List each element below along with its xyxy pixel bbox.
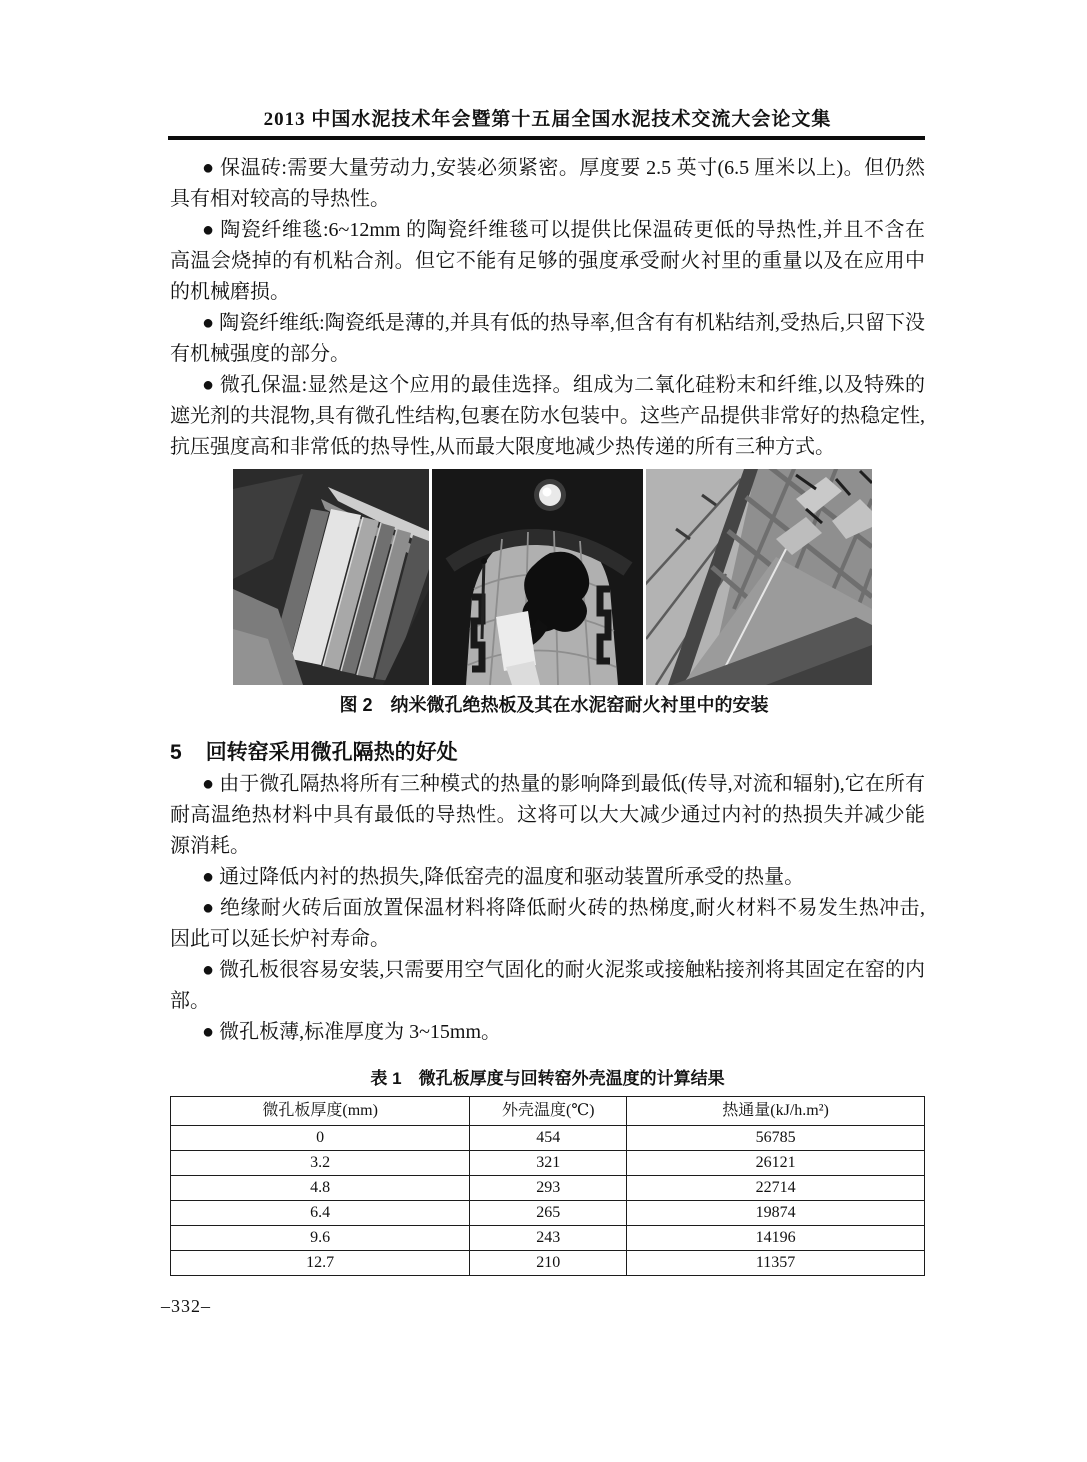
results-table: [170, 1096, 925, 1276]
table-cell: 6.4: [171, 1201, 470, 1226]
table-header-row: [171, 1097, 925, 1126]
table-row: [171, 1151, 925, 1176]
table-row: [171, 1201, 925, 1226]
table-1-title: 表 1 微孔板厚度与回转窑外壳温度的计算结果: [370, 1069, 725, 1088]
page-content: [170, 153, 925, 1276]
figure-photo-strip: [233, 469, 875, 685]
table-cell: 265: [470, 1201, 627, 1226]
bullet-paragraph-insulating-brick: ● 保温砖:需要大量劳动力,安装必须紧密。厚度要 2.5 英寸(6.5 厘米以上)。但仍然具有相对较高的导热性。: [170, 157, 925, 210]
photo-brick-lining: [646, 469, 872, 685]
column-header-heat-flux: 热通量(kJ/h.m²): [627, 1097, 925, 1126]
bullet-paragraph-benefit-thin-board: ● 微孔板薄,标准厚度为 3~15mm。: [202, 1021, 502, 1043]
bullet-paragraph-microporous-insulation: ● 微孔保温:显然是这个应用的最佳选择。组成为二氧化硅粉末和纤维,以及特殊的遮光剂的共混物,具有微孔性结构,包裹在防水包装中。这些产品提供非常好的热稳定性,抗压强度高和非常低的热导性,从而最大限度地减少热传递的所有三种方式。: [170, 374, 925, 458]
table-row: [171, 1226, 925, 1251]
running-head: 2013 中国水泥技术年会暨第十五届全国水泥技术交流大会论文集: [263, 109, 832, 130]
table-cell: 293: [470, 1176, 627, 1201]
table-cell: 9.6: [171, 1226, 470, 1251]
table-cell: 22714: [627, 1176, 925, 1201]
column-header-board-thickness: 微孔板厚度(mm): [171, 1097, 470, 1126]
bullet-paragraph-ceramic-fiber-blanket: ● 陶瓷纤维毯:6~12mm 的陶瓷纤维毯可以提供比保温砖更低的导热性,并且不含在高温会烧掉的有机粘合剂。但它不能有足够的强度承受耐火衬里的重量以及在应用中的机械磨损。: [170, 219, 925, 303]
table-cell: 19874: [627, 1201, 925, 1226]
table-cell: 0: [171, 1126, 470, 1151]
section-5-heading: [170, 737, 925, 769]
table-cell: 12.7: [171, 1251, 470, 1276]
section-number: 5: [170, 741, 182, 764]
bullet-paragraph-benefit-conductivity: ● 由于微孔隔热将所有三种模式的热量的影响降到最低(传导,对流和辐射),它在所有耐高温绝热材料中具有最低的导热性。这将可以大大减少通过内衬的热损失并减少能源消耗。: [170, 773, 925, 857]
page-number: –332–: [161, 1296, 211, 1316]
table-cell: 14196: [627, 1226, 925, 1251]
bullet-paragraph-ceramic-fiber-paper: ● 陶瓷纤维纸:陶瓷纸是薄的,并具有低的热导率,但含有有机粘结剂,受热后,只留下没有机械强度的部分。: [170, 312, 925, 365]
table-row: [171, 1176, 925, 1201]
header-rule: [168, 136, 925, 140]
table-cell: 26121: [627, 1151, 925, 1176]
table-cell: 3.2: [171, 1151, 470, 1176]
bullet-paragraph-benefit-thermal-gradient: ● 绝缘耐火砖后面放置保温材料将降低耐火砖的热梯度,耐火材料不易发生热冲击,因此可以延长炉衬寿命。: [170, 897, 925, 950]
results-table-body: [171, 1126, 925, 1276]
bullet-paragraph-benefit-easy-install: ● 微孔板很容易安装,只需要用空气固化的耐火泥浆或接触粘接剂将其固定在窑的内部。: [170, 959, 925, 1012]
photo-microporous-boards: [233, 469, 429, 685]
table-cell: 243: [470, 1226, 627, 1251]
section-title: 回转窑采用微孔隔热的好处: [205, 741, 458, 764]
table-cell: 210: [470, 1251, 627, 1276]
bullet-paragraph-benefit-shell-temperature: ● 通过降低内衬的热损失,降低窑壳的温度和驱动装置所承受的热量。: [202, 866, 805, 888]
table-row: [171, 1126, 925, 1151]
table-cell: 11357: [627, 1251, 925, 1276]
photo-kiln-installation: [432, 469, 643, 685]
figure-2: [233, 469, 875, 717]
table-cell: 454: [470, 1126, 627, 1151]
table-row: [171, 1251, 925, 1276]
table-cell: 4.8: [171, 1176, 470, 1201]
table-cell: 56785: [627, 1126, 925, 1151]
figure-2-caption: 图 2 纳米微孔绝热板及其在水泥窑耐火衬里中的安装: [339, 695, 769, 715]
table-cell: 321: [470, 1151, 627, 1176]
column-header-shell-temperature: 外壳温度(℃): [470, 1097, 627, 1126]
